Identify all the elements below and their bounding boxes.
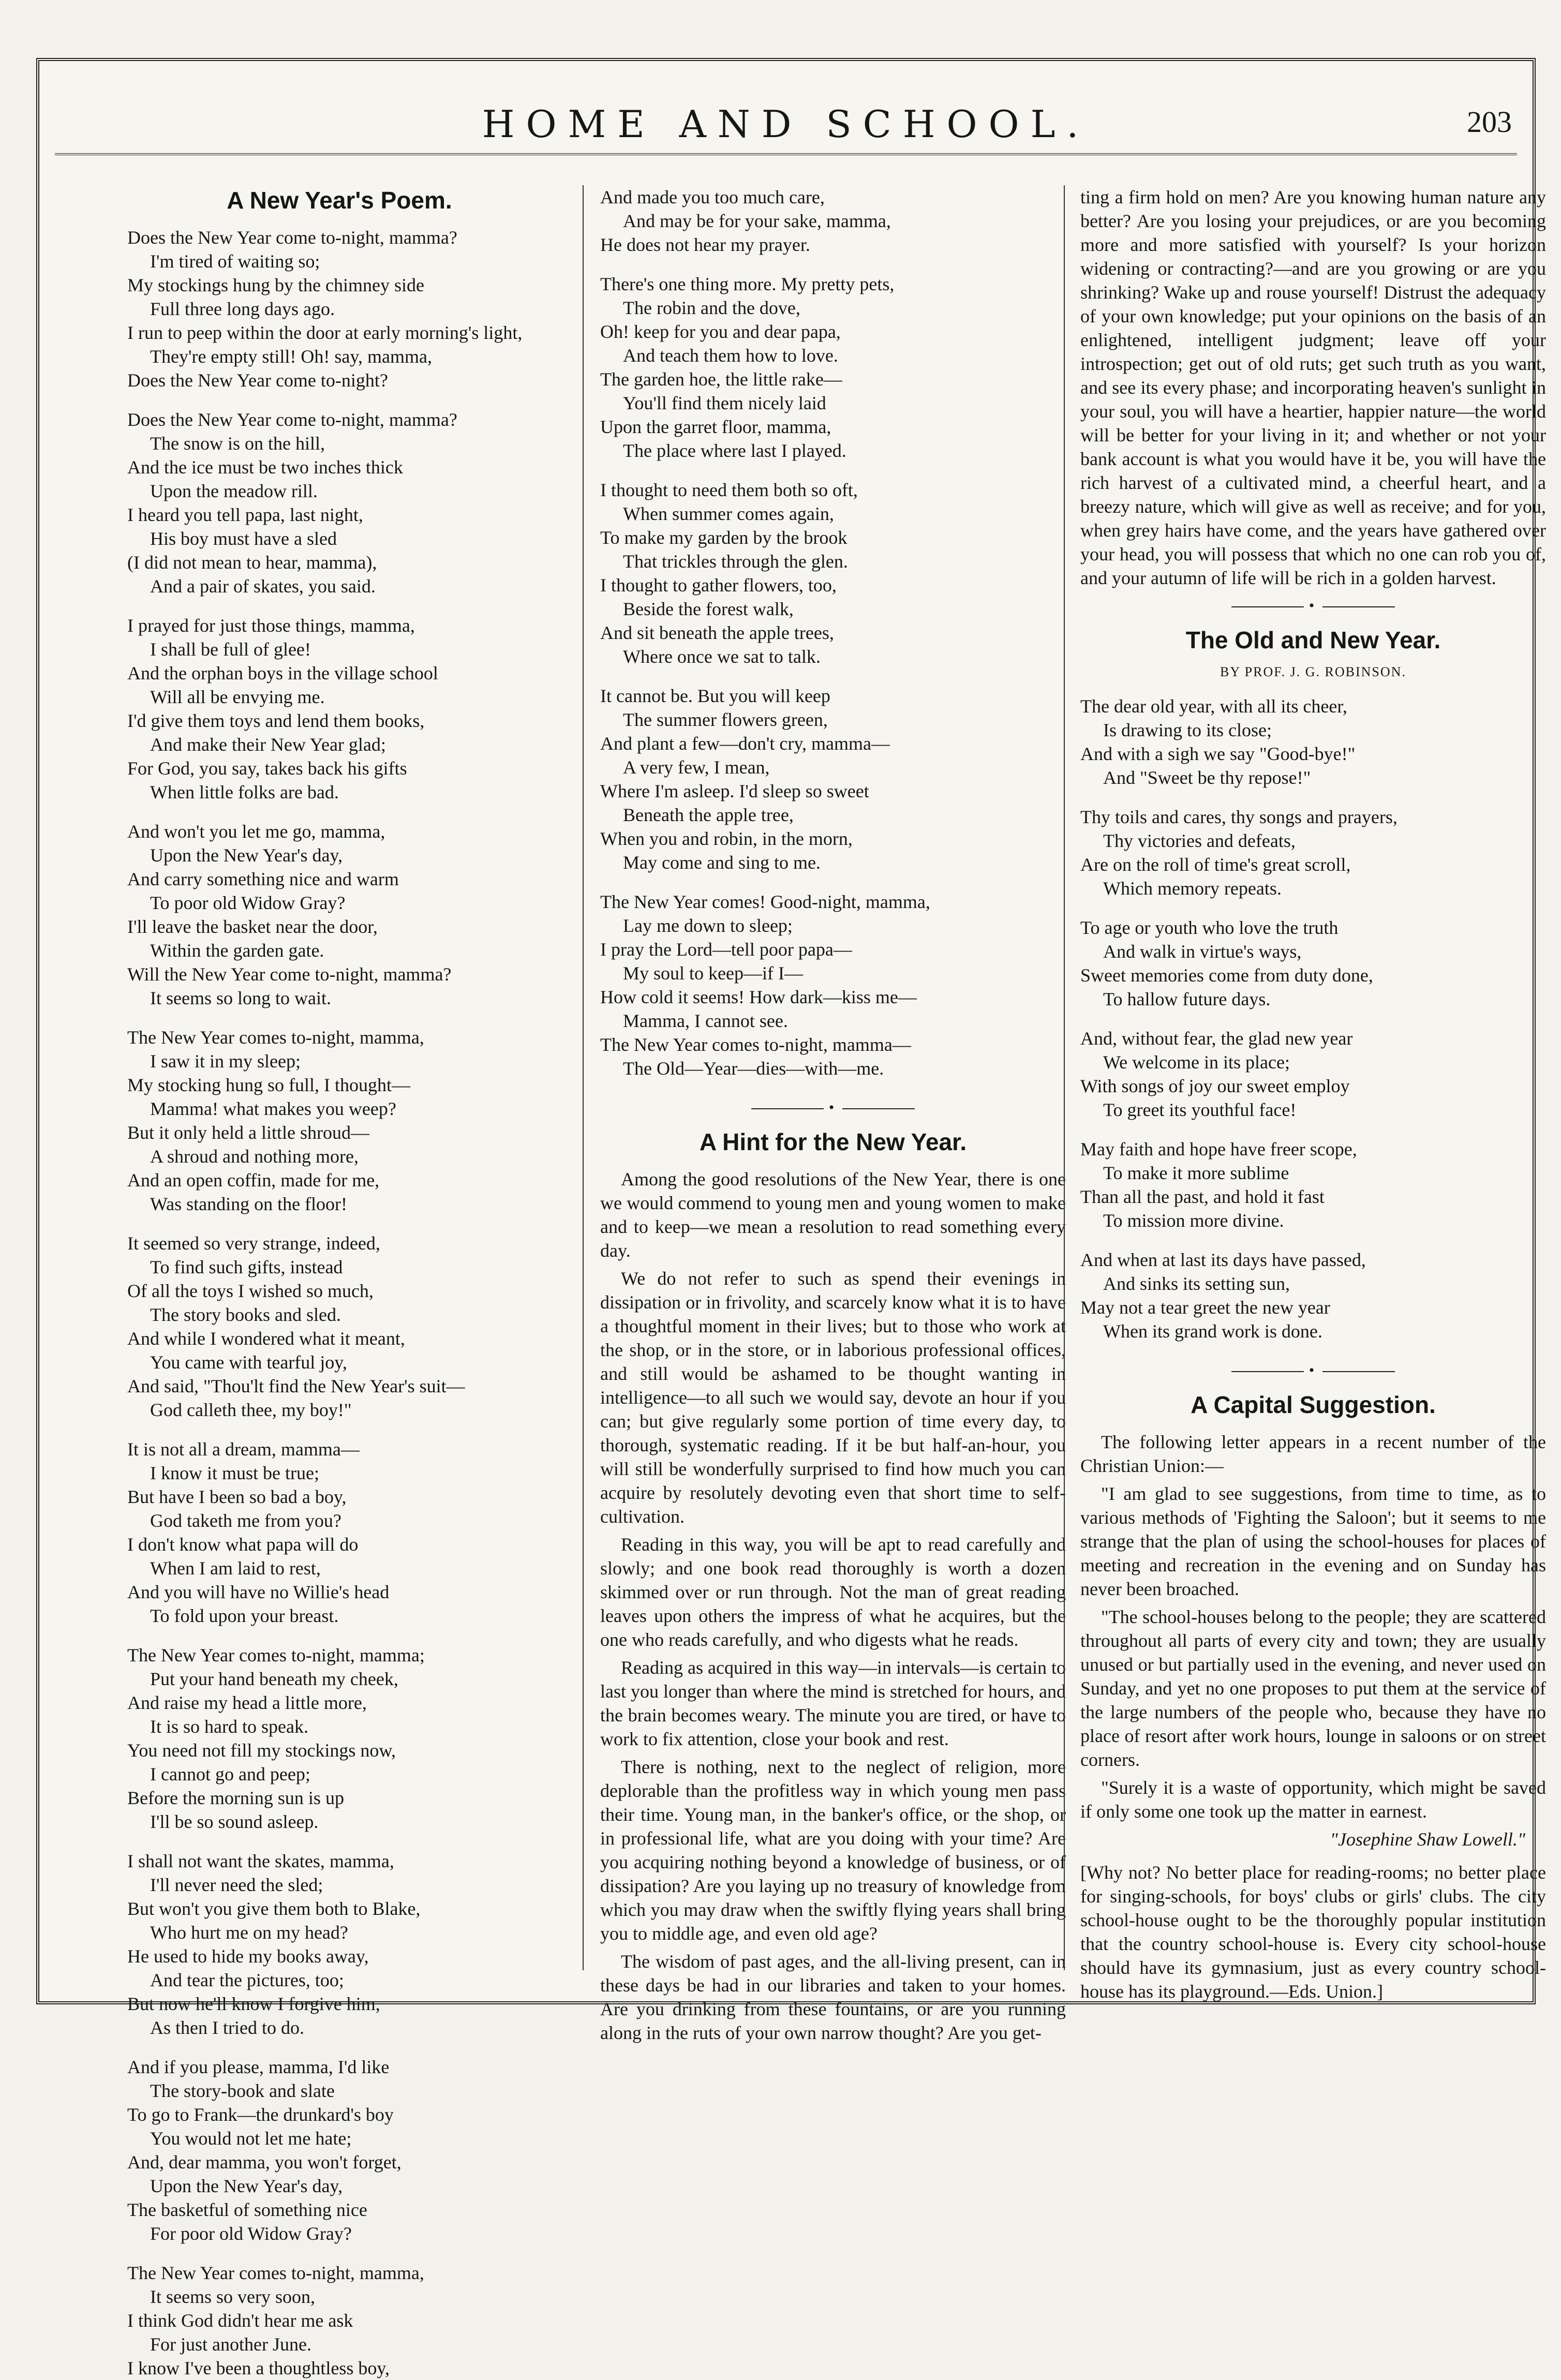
poem-line: And while I wondered what it meant, (127, 1328, 405, 1349)
poem-line: The place where last I played. (623, 440, 846, 461)
poem-line: But won't you give them both to Blake, (127, 1898, 421, 1919)
stanza (1080, 916, 1546, 1011)
poem-line: Are on the roll of time's great scroll, (1080, 854, 1351, 875)
poem-line: I shall be full of glee! (150, 639, 311, 660)
stanza (1080, 1248, 1546, 1343)
poem-title: A New Year's Poem. (227, 187, 452, 214)
hint-continuation: ting a firm hold on men? Are you knowing human nature any better? Are you losing your prejudices, or are you becoming more and more satisfied with yourself? Is your horizon widening or contracting?—and are you growing or are you shrinking? Wake up and rouse yourself! Distrust the adequacy of your own knowledge; put your opinions on the basis of an enlightened, intelligent judgment; leave off your introspection; get out of old ruts; get such truth as you want, and see its every phase; and incorporating heaven's sunlight in your soul, you will have a heartier, happier nature—the world will be better for your living in it; and whether or not your bank account is what you would have it be, you will have the rich harvest of a cultivated mind, a cheerful heart, and a breezy nature, which will give as well as receive; and for you, when grey hairs have come, and the years have gathered over your head, you will possess that which no one can rob you of, and your autumn of life will be rich in a golden harvest. (1080, 187, 1546, 588)
poem-line: I thought to gather flowers, too, (600, 575, 837, 596)
poem-line: And sit beneath the apple trees, (600, 622, 834, 643)
poem-line: It seems so long to wait. (150, 988, 331, 1008)
poem-line: I thought to need them both so oft, (600, 480, 858, 500)
stanza (600, 272, 1066, 463)
poem-line: You need not fill my stockings now, (127, 1740, 396, 1761)
poem-line: And you will have no Willie's head (127, 1582, 390, 1602)
poem-line: And with a sigh we say "Good-bye!" (1080, 743, 1356, 764)
page-number: 203 (1467, 105, 1512, 139)
poem-line: A shroud and nothing more, (150, 1146, 359, 1167)
poem-stanzas (127, 226, 552, 2380)
poem-line: Upon the meadow rill. (150, 481, 318, 501)
poem-line: God calleth thee, my boy!" (150, 1400, 352, 1420)
stanza (127, 614, 552, 804)
stanza (127, 1849, 552, 2040)
poem-line: It cannot be. But you will keep (600, 686, 830, 706)
poem-line: I'd give them toys and lend them books, (127, 710, 425, 731)
poem-line: Does the New Year come to-night? (127, 370, 388, 391)
letter-signature: "Josephine Shaw Lowell." (1330, 1829, 1525, 1850)
poem-line: To greet its youthful face! (1103, 1099, 1297, 1120)
poem-line: The New Year comes! Good-night, mamma, (600, 891, 930, 912)
page-header (55, 82, 1517, 165)
poem-line: The story books and sled. (150, 1304, 341, 1325)
poem-line: I know it must be true; (150, 1463, 319, 1483)
poem-line: And said, "Thou'lt find the New Year's suit— (127, 1376, 465, 1396)
poem-line: My soul to keep—if I— (623, 963, 803, 984)
poem-line: The New Year comes to-night, mamma— (600, 1034, 911, 1055)
stanza (127, 226, 552, 392)
poem-line: My stockings hung by the chimney side (127, 275, 424, 295)
poem-line: May not a tear greet the new year (1080, 1297, 1330, 1318)
poem-line: God taketh me from you? (150, 1510, 341, 1531)
poem-line: May come and sing to me. (623, 852, 821, 873)
poem-line: Thy victories and defeats, (1103, 830, 1296, 851)
poem-line: How cold it seems! How dark—kiss me— (600, 987, 917, 1007)
poem-line: The summer flowers green, (623, 709, 828, 730)
column-1 (127, 185, 552, 2378)
poem-line: When little folks are bad. (150, 782, 339, 802)
poem-line: I'll leave the basket near the door, (127, 916, 378, 937)
poem-line: The robin and the dove, (623, 298, 800, 318)
poem-line: Upon the New Year's day, (150, 845, 343, 866)
poem-line: It seemed so very strange, indeed, (127, 1233, 380, 1254)
poem-line: When summer comes again, (623, 503, 834, 524)
poem-line: And the orphan boys in the village school (127, 663, 438, 683)
poem-line: It is not all a dream, mamma— (127, 1439, 360, 1460)
section-divider: • (1080, 1359, 1546, 1382)
poem-line: Mamma, I cannot see. (623, 1010, 788, 1031)
poem-line: Of all the toys I wished so much, (127, 1281, 374, 1301)
poem-line: There's one thing more. My pretty pets, (600, 274, 895, 294)
poem-line: And walk in virtue's ways, (1103, 941, 1302, 962)
poem-line: But now he'll know I forgive him, (127, 1994, 380, 2014)
poem-line: Beneath the apple tree, (623, 805, 794, 825)
poem-line: I pray the Lord—tell poor papa— (600, 939, 852, 960)
stanza (127, 2261, 552, 2380)
poem-line: And "Sweet be thy repose!" (1103, 767, 1311, 788)
poem-line: The snow is on the hill, (150, 433, 325, 454)
poem-line: For poor old Widow Gray? (150, 2223, 352, 2244)
poem-line: Put your hand beneath my cheek, (150, 1669, 398, 1689)
capital-suggestion-title: A Capital Suggestion. (1191, 1391, 1436, 1418)
poem-line: To find such gifts, instead (150, 1257, 343, 1277)
column-2 (583, 185, 1066, 2043)
poem-line: You would not let me hate; (150, 2128, 352, 2149)
poem-line: May faith and hope have freer scope, (1080, 1139, 1357, 1159)
editor-note: [Why not? No better place for reading-rooms; no better place for singing-schools, for boys' clubs or girls' clubs. The city school-house ought to be the thoroughly popular institution that the country school-house is. Every city school-house should have its gymnasium, just as every country school-house has its playground.—Eds. Union.] (1080, 1862, 1546, 2002)
poem-line: Where I'm asleep. I'd sleep so sweet (600, 781, 869, 801)
hint-article (600, 1167, 1066, 2045)
poem-line: You came with tearful joy, (150, 1352, 347, 1373)
poem-line: Was standing on the floor! (150, 1194, 348, 1214)
poem-line: And plant a few—don't cry, mamma— (600, 733, 890, 754)
stanza (127, 408, 552, 598)
paragraph: Reading as acquired in this way—in intervals—is certain to last you longer than where the mind is stretched for hours, and the brain becomes weary. The minute you are tired, or have to work to fix attention, close your book and rest. (600, 1657, 1066, 1749)
poem-line: And raise my head a little more, (127, 1692, 367, 1713)
poem-line: And when at last its days have passed, (1080, 1250, 1366, 1270)
poem-line: And sinks its setting sun, (1103, 1273, 1290, 1294)
stanza (127, 1437, 552, 1628)
poem-line: I heard you tell papa, last night, (127, 504, 363, 525)
stanza (1080, 1027, 1546, 1122)
poem-line: Where once we sat to talk. (623, 646, 821, 667)
poem-line: As then I tried to do. (150, 2017, 304, 2038)
stanza (127, 1025, 552, 1216)
poem-line: Will all be envying me. (150, 687, 325, 707)
poem-line: The garden hoe, the little rake— (600, 369, 842, 390)
poem-line: Who hurt me on my head? (150, 1922, 348, 1943)
poem-line: To mission more divine. (1103, 1210, 1284, 1231)
poem-line: And carry something nice and warm (127, 869, 399, 889)
poem-line: To hallow future days. (1103, 989, 1271, 1009)
stanza (600, 478, 1066, 668)
section-divider: • (600, 1096, 1066, 1120)
stanza (600, 890, 1066, 1080)
hint-title: A Hint for the New Year. (699, 1128, 967, 1155)
poem-line: To poor old Widow Gray? (150, 892, 346, 913)
poem-line: Mamma! what makes you weep? (150, 1098, 396, 1119)
paragraph: There is nothing, next to the neglect of religion, more deplorable than the profitless way in which young men pass their time. Young man, in the banker's office, or the shop, or in professional life, what are you doing with your time? Are you acquiring nothing beyond a knowledge of business, or of dissipation? Are you laying up no treasury of knowledge from which you may draw when the swiftly flying years shall bring you to middle age, and even old age? (600, 1757, 1066, 1944)
poem-line: Is drawing to its close; (1103, 720, 1272, 740)
page-title: HOME AND SCHOOL. (482, 102, 1090, 146)
poem-line: When you and robin, in the morn, (600, 828, 853, 849)
poem-line: It seems so very soon, (150, 2286, 315, 2307)
poem-line: I think God didn't hear me ask (127, 2310, 353, 2331)
poem-line: To make it more sublime (1103, 1163, 1289, 1183)
poem-line: Than all the past, and hold it fast (1080, 1186, 1325, 1207)
paragraph: We do not refer to such as spend their evenings in dissipation or in frivolity, and scarcely know what it is to have a thoughtful moment in their lives; but to those who work at the shop, or in the store, or in laborious professional offices, and still would be ashamed to be thought wanting in intelligence—to all such we would say, devote an hour if you can; but give regularly some portion of time every day, to thorough, systematic reading. If it be but half-an-hour, you will still be wonderfully surprised to find how much you can acquire by resolutely devoting even that short time to self-cultivation. (600, 1268, 1066, 1527)
old-new-year-byline: BY PROF. J. G. ROBINSON. (1220, 664, 1406, 679)
poem-line: To fold upon your breast. (150, 1605, 339, 1626)
paragraph: "Surely it is a waste of opportunity, which might be saved if only some one took up the matter in earnest. (1080, 1777, 1546, 1822)
poem-line: But have I been so bad a boy, (127, 1486, 347, 1507)
capital-suggestion-article (1080, 1430, 1546, 1823)
poem-line: And made you too much care, (600, 187, 825, 207)
poem-line: It is so hard to speak. (150, 1716, 308, 1737)
stanza (127, 1643, 552, 1834)
poem-line: I know I've been a thoughtless boy, (127, 2358, 390, 2378)
stanza (600, 185, 1066, 257)
section-divider: • (1080, 594, 1546, 618)
poem-line: But it only held a little shroud— (127, 1122, 369, 1143)
poem-continuation (600, 185, 1066, 1080)
paragraph: The following letter appears in a recent number of the Christian Union:— (1080, 1432, 1546, 1476)
stanza (1080, 1137, 1546, 1232)
poem-line: Upon the garret floor, mamma, (600, 416, 831, 437)
poem-line: I prayed for just those things, mamma, (127, 615, 415, 636)
poem-line: A very few, I mean, (623, 757, 770, 778)
poem-line: Sweet memories come from duty done, (1080, 965, 1373, 986)
poem-line: And if you please, mamma, I'd like (127, 2057, 390, 2077)
poem-line: The New Year comes to-night, mamma; (127, 1645, 425, 1665)
poem-line: I'll be so sound asleep. (150, 1811, 319, 1832)
poem-line: The New Year comes to-night, mamma, (127, 1027, 424, 1048)
poem-line: The dear old year, with all its cheer, (1080, 696, 1347, 717)
poem-line: Does the New Year come to-night, mamma? (127, 409, 457, 430)
poem-line: His boy must have a sled (150, 528, 337, 549)
old-new-year-poem (1080, 694, 1546, 1343)
poem-line: I'm tired of waiting so; (150, 251, 320, 272)
old-new-year-title: The Old and New Year. (1185, 627, 1441, 653)
poem-line: The story-book and slate (150, 2080, 335, 2101)
header-rule (55, 153, 1517, 155)
poem-line: For just another June. (150, 2334, 311, 2355)
poem-line: And teach them how to love. (623, 345, 838, 366)
poem-line: For God, you say, takes back his gifts (127, 758, 407, 779)
stanza (127, 820, 552, 1010)
stanza (600, 684, 1066, 874)
poem-line: And won't you let me go, mamma, (127, 821, 385, 842)
poem-line: He used to hide my books away, (127, 1946, 369, 1967)
paragraph: "The school-houses belong to the people; they are scattered throughout all parts of every city and town; they are usually unused or but partially used in the evening, and never used on Sunday, and yet no one proposes to put them at the service of the large numbers of the people who, because they have no place of resort after work hours, lounge in saloons or on street corners. (1080, 1606, 1546, 1770)
paragraph: Reading in this way, you will be apt to read carefully and slowly; and one book read thoroughly is worth a dozen skimmed over or run through. Not the man of great reading leaves upon others the impress of what he acquires, but the one who reads carefully, and who digests what he reads. (600, 1534, 1066, 1650)
poem-line: Upon the New Year's day, (150, 2176, 343, 2196)
poem-line: I saw it in my sleep; (150, 1051, 301, 1072)
poem-line: (I did not mean to hear, mamma), (127, 552, 377, 573)
poem-line: And may be for your sake, mamma, (623, 211, 891, 231)
poem-line: And a pair of skates, you said. (150, 576, 376, 597)
poem-line: And tear the pictures, too; (150, 1970, 344, 1990)
stanza (127, 1231, 552, 1422)
newspaper-page (36, 58, 1546, 2378)
poem-line: When I am laid to rest, (150, 1558, 321, 1579)
poem-line: I cannot go and peep; (150, 1764, 310, 1784)
poem-line: Before the morning sun is up (127, 1788, 344, 1808)
poem-line: And the ice must be two inches thick (127, 457, 403, 478)
poem-line: You'll find them nicely laid (623, 393, 826, 413)
poem-line: My stocking hung so full, I thought— (127, 1075, 410, 1095)
poem-line: I'll never need the sled; (150, 1875, 323, 1895)
poem-line: And, without fear, the glad new year (1080, 1028, 1353, 1049)
poem-line: Full three long days ago. (150, 299, 335, 319)
poem-line: Which memory repeats. (1103, 878, 1282, 899)
poem-line: Beside the forest walk, (623, 599, 794, 619)
paragraph: Among the good resolutions of the New Year, there is one we would commend to young men and young women to make and to keep—we mean a resolution to read something every day. (600, 1169, 1066, 1261)
poem-line: Oh! keep for you and dear papa, (600, 321, 841, 342)
poem-line: Within the garden gate. (150, 940, 324, 961)
poem-line: Lay me down to sleep; (623, 915, 793, 936)
poem-line: The basketful of something nice (127, 2199, 367, 2220)
poem-line: He does not hear my prayer. (600, 234, 810, 255)
poem-line: That trickles through the glen. (623, 551, 848, 572)
paragraph: The wisdom of past ages, and the all-living present, can in these days be had in our libraries and taken to your homes. Are you drinking from these fountains, or are you running along in the ruts of your own narrow thought? Are you get- (600, 1951, 1066, 2043)
poem-line: To go to Frank—the drunkard's boy (127, 2104, 394, 2125)
poem-line: The New Year comes to-night, mamma, (127, 2263, 424, 2283)
poem-line: Thy toils and cares, thy songs and prayers, (1080, 807, 1398, 827)
stanza (127, 2055, 552, 2245)
poem-line: They're empty still! Oh! say, mamma, (150, 346, 433, 367)
poem-line: The Old—Year—dies—with—me. (623, 1058, 884, 1079)
poem-line: We welcome in its place; (1103, 1052, 1290, 1073)
stanza (1080, 805, 1546, 900)
poem-line: To age or youth who love the truth (1080, 917, 1339, 938)
poem-line: And make their New Year glad; (150, 734, 386, 755)
poem-line: Will the New Year come to-night, mamma? (127, 964, 452, 985)
poem-line: Does the New Year come to-night, mamma? (127, 227, 457, 248)
poem-line: And, dear mamma, you won't forget, (127, 2152, 402, 2173)
poem-line: I don't know what papa will do (127, 1534, 359, 1555)
column-3 (1064, 185, 1546, 2002)
poem-line: I run to peep within the door at early morning's light, (127, 322, 523, 343)
poem-line: I shall not want the skates, mamma, (127, 1851, 394, 1871)
stanza (1080, 694, 1546, 790)
poem-line: When its grand work is done. (1103, 1321, 1322, 1342)
paragraph: "I am glad to see suggestions, from time to time, as to various methods of 'Fighting the Saloon'; but it seems to me strange that the plan of using the school-houses for places of meeting and recreation in the evening and on Sunday has never been broached. (1080, 1483, 1546, 1599)
poem-line: And an open coffin, made for me, (127, 1170, 380, 1191)
poem-line: With songs of joy our sweet employ (1080, 1076, 1350, 1096)
poem-line: To make my garden by the brook (600, 527, 848, 548)
